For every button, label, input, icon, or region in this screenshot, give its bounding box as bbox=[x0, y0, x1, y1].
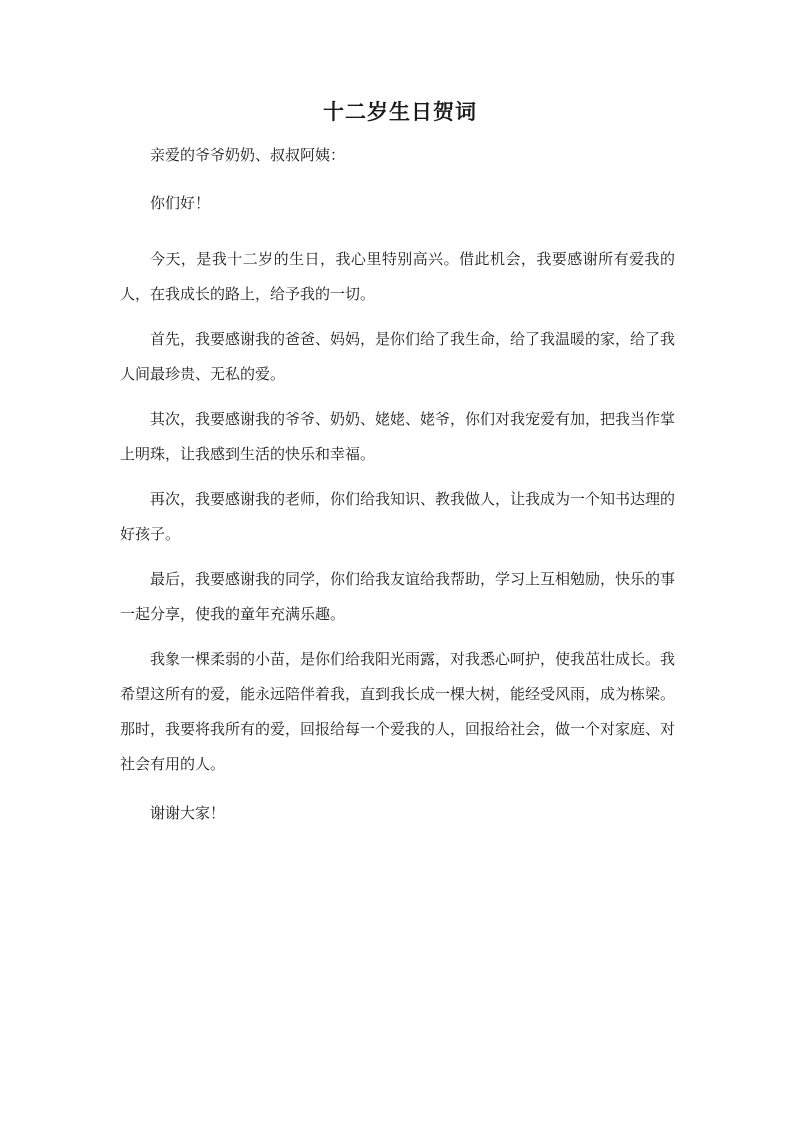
document-title: 十二岁生日贺词 bbox=[323, 99, 477, 124]
paragraph-parents: 首先，我要感谢我的爸爸、妈妈，是你们给了我生命，给了我温暖的家，给了我人间最珍贵、无私的爱。 bbox=[120, 330, 676, 383]
paragraph-closing: 我象一棵柔弱的小苗，是你们给我阳光雨露，对我悉心呵护，使我茁壮成长。我希望这所有的爱，能永远陪伴着我，直到我长成一棵大树，能经受风雨，成为栋梁。那时，我要将我所有的爱，回报给每一个爱我的人，回报给社会，做一个对家庭、对社会有用的人。 bbox=[120, 650, 676, 773]
paragraph-teachers: 再次，我要感谢我的老师，你们给我知识、教我做人，让我成为一个知书达理的好孩子。 bbox=[120, 490, 676, 543]
greeting: 亲爱的爷爷奶奶、叔叔阿姨： bbox=[150, 146, 346, 164]
salutation: 你们好！ bbox=[150, 194, 211, 212]
paragraph-grandparents: 其次，我要感谢我的爷爷、奶奶、姥姥、姥爷，你们对我宠爱有加，把我当作掌上明珠，让我感到生活的快乐和幸福。 bbox=[120, 410, 676, 463]
thanks: 谢谢大家！ bbox=[150, 804, 226, 822]
paragraph-intro: 今天，是我十二岁的生日，我心里特别高兴。借此机会，我要感谢所有爱我的人，在我成长的路上，给予我的一切。 bbox=[120, 250, 675, 303]
paragraph-classmates: 最后，我要感谢我的同学，你们给我友谊给我帮助，学习上互相勉励，快乐的事一起分享，使我的童年充满乐趣。 bbox=[120, 570, 676, 623]
